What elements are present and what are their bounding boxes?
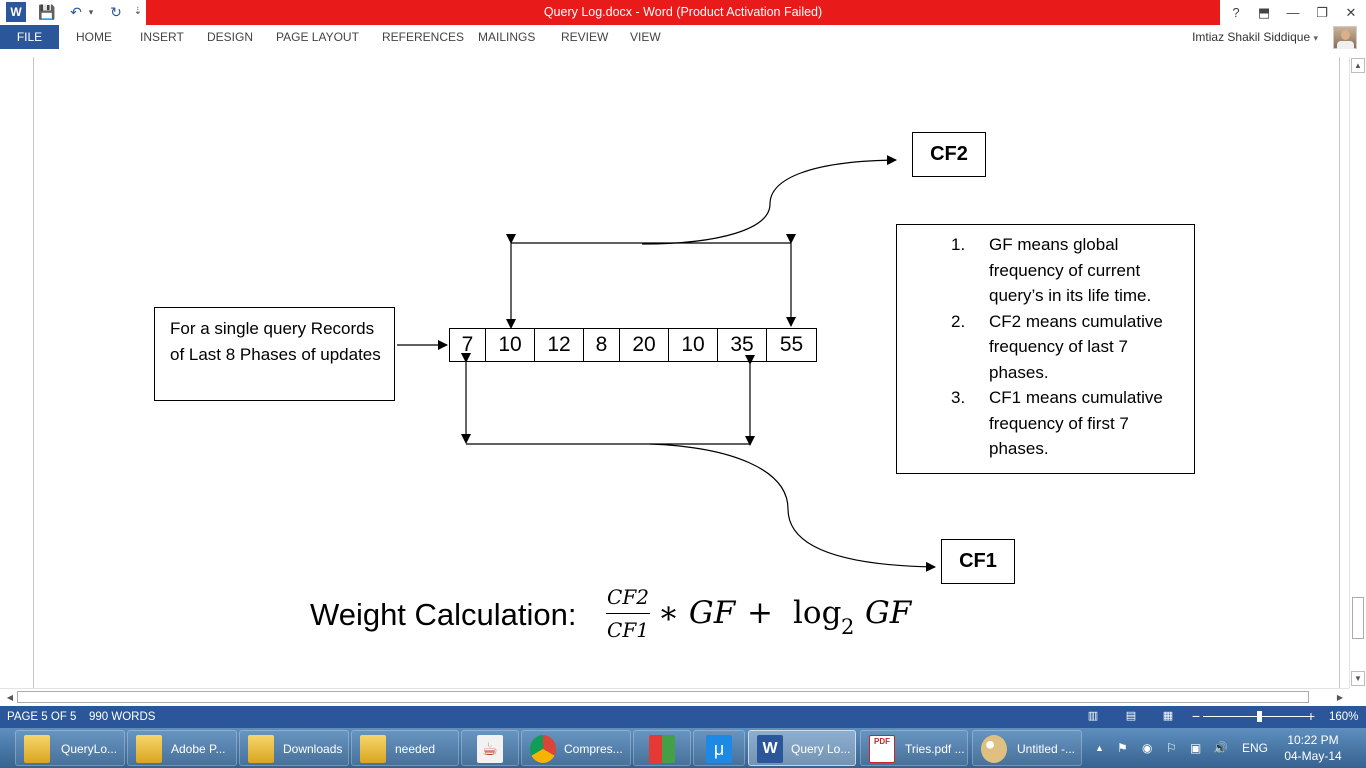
horizontal-scrollbar[interactable] (0, 688, 1349, 705)
definition-number: 2. (951, 311, 966, 331)
restore-button[interactable]: ❐ (1316, 5, 1328, 20)
zoom-slider-thumb[interactable] (1257, 711, 1262, 722)
redo-icon[interactable]: ↻ (110, 4, 122, 20)
definition-text: CF1 means cumulative frequency of first 7 phases. (989, 388, 1163, 458)
phase-cell: 55 (767, 329, 817, 362)
customize-qat-icon[interactable]: ⇣ (133, 6, 143, 17)
phase-cell: 10 (669, 329, 718, 362)
paint-icon (981, 735, 1007, 763)
user-account-name[interactable] (1192, 25, 1318, 49)
definition-text: GF means global frequency of current query’s in its life time. (989, 235, 1152, 305)
tab-home[interactable]: HOME (76, 30, 112, 44)
avatar[interactable] (1333, 26, 1357, 49)
tray-app-icon[interactable]: ◉ (1142, 741, 1153, 755)
downloads-folder-icon (248, 735, 274, 763)
taskbar-item-pdf[interactable] (860, 730, 968, 766)
action-center-icon[interactable]: ⚐ (1166, 741, 1177, 755)
tab-insert[interactable]: INSERT (140, 30, 184, 44)
close-button[interactable]: ✕ (1345, 5, 1357, 20)
taskbar-label: Compres... (564, 742, 623, 756)
taskbar-item-needed-folder[interactable] (351, 730, 459, 766)
ribbon-tabs (0, 25, 1366, 49)
web-layout-icon[interactable]: ▦ (1162, 710, 1174, 722)
word-count[interactable]: 990 WORDS (89, 711, 156, 723)
system-clock[interactable] (1278, 732, 1348, 764)
phase-cell: 20 (620, 329, 669, 362)
document-area[interactable] (0, 49, 1366, 688)
fraction-bar (606, 613, 650, 614)
help-button[interactable]: ? (1232, 5, 1240, 20)
tab-file[interactable]: FILE (0, 25, 59, 49)
avatar-shirt (1337, 41, 1354, 49)
minimize-button[interactable]: — (1286, 5, 1300, 20)
user-name-text: Imtiaz Shakil Siddique (1192, 30, 1311, 44)
tab-references[interactable]: REFERENCES (382, 30, 465, 44)
window-title: Query Log.docx - Word (Product Activation Failed) (146, 0, 1220, 25)
taskbar-item-adobe-folder[interactable] (127, 730, 237, 766)
undo-icon[interactable]: ↶ (70, 4, 82, 20)
folder-icon (136, 735, 162, 763)
taskbar-label: Tries.pdf ... (905, 742, 965, 756)
volume-icon[interactable]: 🔊 (1213, 741, 1228, 755)
utorrent-icon: μ (706, 735, 732, 763)
taskbar-item-utorrent[interactable] (693, 730, 745, 766)
save-icon[interactable]: 💾 (38, 4, 56, 20)
taskbar-label: QueryLo... (61, 742, 118, 756)
java-icon: ☕ (477, 735, 503, 763)
zoom-level[interactable]: 160% (1329, 711, 1359, 723)
title-bar (0, 0, 1366, 25)
tab-review[interactable]: REVIEW (561, 30, 609, 44)
definition-item (897, 232, 1184, 309)
phase-values-table (449, 328, 817, 362)
taskbar-label: Untitled -... (1017, 742, 1076, 756)
read-mode-icon[interactable]: ▥ (1087, 710, 1099, 722)
print-layout-icon[interactable]: ▤ (1125, 710, 1137, 722)
status-bar (0, 706, 1366, 728)
tab-mailings[interactable]: MAILINGS (478, 30, 536, 44)
taskbar-label: needed (395, 742, 436, 756)
tray-app-icon[interactable]: ⚑ (1117, 741, 1128, 755)
scroll-left-icon[interactable]: ◀ (6, 693, 14, 702)
word-icon: W (757, 735, 783, 763)
windows-taskbar (0, 728, 1366, 768)
phase-cell: 12 (535, 329, 584, 362)
definition-item (897, 385, 1184, 462)
scroll-right-icon[interactable]: ▶ (1336, 693, 1344, 702)
user-dropdown-icon[interactable]: ▾ (1313, 33, 1318, 43)
taskbar-item-querylog-folder[interactable] (15, 730, 125, 766)
definition-item (897, 309, 1184, 386)
cf1-box: CF1 (941, 539, 1015, 584)
taskbar-item-colorful-app[interactable] (633, 730, 691, 766)
phase-cell: 8 (584, 329, 620, 362)
vertical-scrollbar[interactable] (1349, 57, 1366, 688)
cf2-curve-arrow (642, 160, 896, 244)
taskbar-label: Query Lo... (791, 742, 851, 756)
scroll-down-icon[interactable]: ▼ (1351, 671, 1365, 686)
formula-times-gf: ∗ GF (658, 595, 736, 631)
taskbar-label: Adobe P... (171, 742, 226, 756)
page-count[interactable]: PAGE 5 OF 5 (7, 711, 77, 723)
cf1-curve-arrow (650, 444, 935, 567)
query-description-box: For a single query Records of Last 8 Phases of updates (154, 307, 395, 401)
definition-number: 3. (951, 388, 966, 407)
formula-plus: + (747, 595, 773, 631)
taskbar-label: Downloads (283, 742, 343, 756)
taskbar-item-chrome[interactable] (521, 730, 631, 766)
formula-log: log (793, 595, 842, 631)
fraction-numerator: CF2 (607, 585, 649, 609)
formula-gf: GF (865, 595, 912, 631)
tab-view[interactable]: VIEW (630, 30, 661, 44)
folder-icon (24, 735, 50, 763)
input-language[interactable]: ENG (1242, 741, 1269, 755)
avatar-face (1341, 30, 1350, 40)
cf2-box: CF2 (912, 132, 986, 177)
clock-date: 04-May-14 (1284, 749, 1342, 763)
tab-page-layout[interactable]: PAGE LAYOUT (276, 30, 359, 44)
word-logo-icon[interactable]: W (6, 2, 26, 22)
horizontal-scroll-thumb[interactable] (17, 691, 1309, 703)
ribbon-display-options-button[interactable]: ⬒ (1257, 5, 1271, 20)
phase-cell: 7 (450, 329, 486, 362)
pdf-icon: PDF (869, 735, 895, 763)
formula-log-base: 2 (841, 615, 855, 639)
phase-diagram (0, 49, 1366, 688)
zoom-out-icon[interactable]: − (1191, 708, 1201, 724)
folder-icon (360, 735, 386, 763)
phase-cell: 10 (486, 329, 535, 362)
definitions-box (896, 224, 1195, 474)
show-hidden-icons-icon[interactable]: ▲ (1095, 743, 1104, 753)
taskbar-item-java[interactable] (461, 730, 519, 766)
taskbar-item-word[interactable] (748, 730, 856, 766)
scroll-up-icon[interactable]: ▲ (1351, 58, 1365, 73)
zoom-in-icon[interactable]: + (1306, 708, 1316, 724)
network-icon[interactable]: ▣ (1190, 741, 1202, 755)
fraction-denominator: CF1 (607, 618, 649, 642)
chrome-icon (530, 735, 556, 763)
phase-cell: 35 (718, 329, 767, 362)
app-icon (649, 735, 675, 763)
definition-number: 1. (951, 235, 966, 254)
clock-time: 10:22 PM (1287, 733, 1339, 747)
tab-design[interactable]: DESIGN (207, 30, 254, 44)
undo-dropdown-icon[interactable]: ▾ (88, 7, 94, 17)
taskbar-item-paint[interactable] (972, 730, 1082, 766)
definition-text: CF2 means cumulative frequency of last 7 phases. (989, 311, 1163, 382)
taskbar-item-downloads[interactable] (239, 730, 349, 766)
formula-label: Weight Calculation: (310, 597, 577, 632)
vertical-scroll-thumb[interactable] (1352, 597, 1364, 639)
